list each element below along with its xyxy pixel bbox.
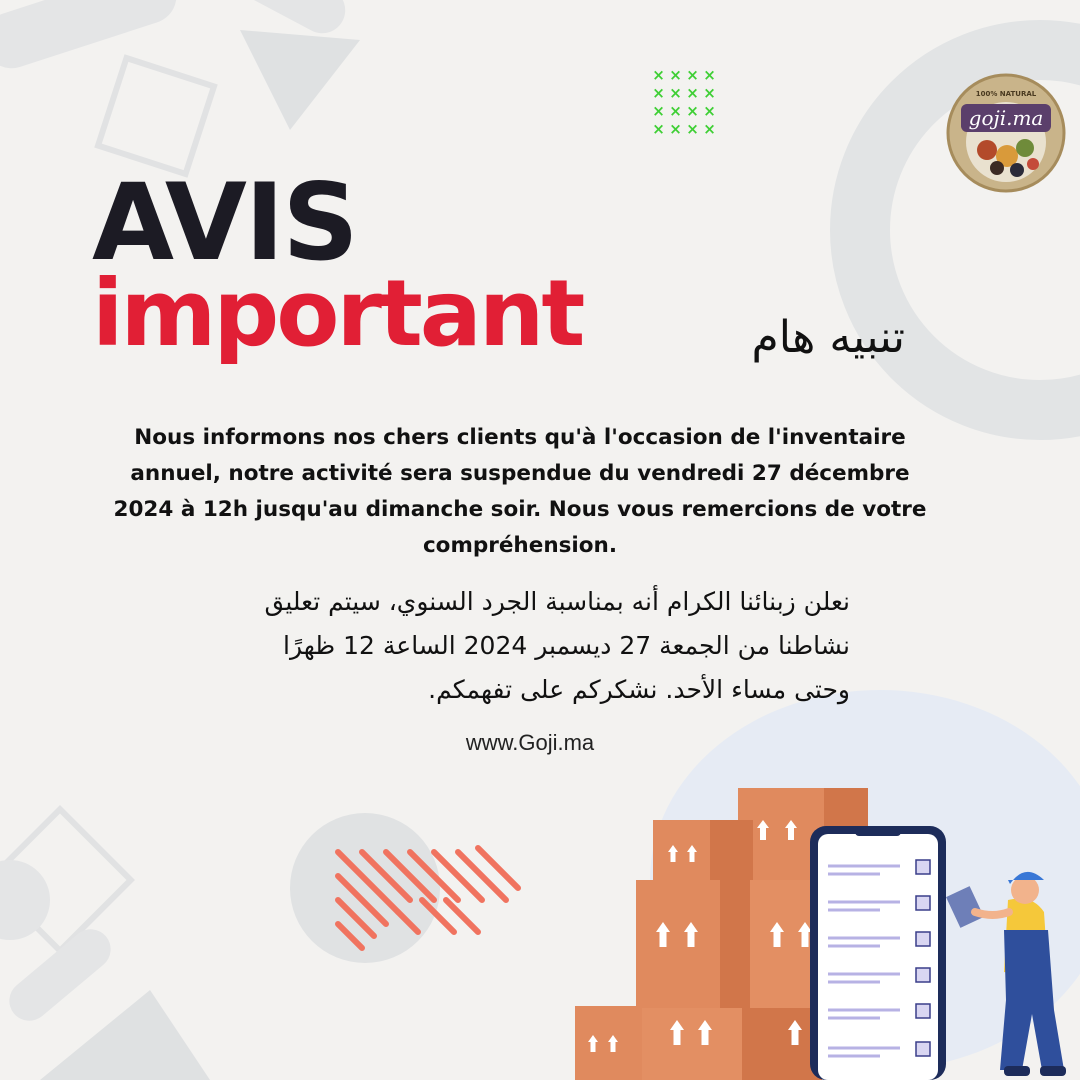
notice-french: Nous informons nos chers clients qu'à l'occasion de l'inventaire annuel, notre activité sera suspendue du vendredi 27 décembre 2024 à 12h jusqu'au dimanche soir. Nous vous remercions de votre compréhension. <box>113 425 927 558</box>
title-arabic: تنبيه هام <box>751 312 905 363</box>
decor-circle-left <box>0 860 50 940</box>
notice-arabic: نعلن زبنائنا الكرام أنه بمناسبة الجرد السنوي، سيتم تعليق نشاطنا من الجمعة 27 ديسمبر 2024 الساعة 12 ظهرًا وحتى مساء الأحد. نشكركم على تفهمكم. <box>264 587 850 704</box>
x-mark: × <box>703 120 716 138</box>
x-mark: × <box>669 66 682 84</box>
decor-pill-1 <box>0 0 184 76</box>
green-x-pattern <box>650 66 720 138</box>
x-mark: × <box>652 120 665 138</box>
x-mark: × <box>669 120 682 138</box>
title-avis: AVIS <box>92 161 357 284</box>
decor-triangle-top <box>240 30 360 130</box>
phone-checklist <box>810 826 946 1080</box>
worker-figure <box>946 872 1066 1076</box>
website-link[interactable]: www.Goji.ma <box>465 730 595 755</box>
x-mark: × <box>703 102 716 120</box>
goji-logo <box>945 72 1067 194</box>
x-mark: × <box>703 84 716 102</box>
x-mark: × <box>652 102 665 120</box>
x-mark: × <box>686 120 699 138</box>
x-mark: × <box>686 66 699 84</box>
x-mark: × <box>652 84 665 102</box>
x-mark: × <box>652 66 665 84</box>
x-mark: × <box>669 102 682 120</box>
x-mark: × <box>686 84 699 102</box>
logo-text: goji.ma <box>968 106 1044 130</box>
inventory-illustration <box>520 780 1080 1080</box>
logo-arc-text: 100% NATURAL <box>975 90 1037 98</box>
decor-triangle-bottom <box>40 990 210 1080</box>
decor-square-outline <box>98 58 214 174</box>
x-mark: × <box>703 66 716 84</box>
x-mark: × <box>669 84 682 102</box>
x-mark: × <box>686 102 699 120</box>
decor-circle-stripes <box>290 813 440 963</box>
title-important: important <box>92 260 583 367</box>
